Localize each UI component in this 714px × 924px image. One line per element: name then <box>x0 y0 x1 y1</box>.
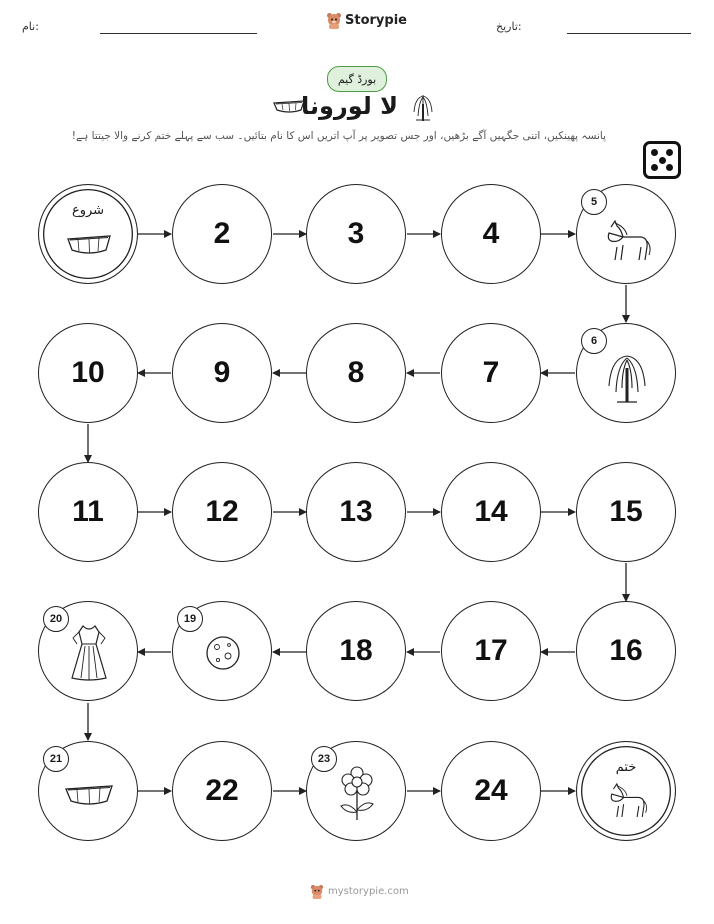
horse-icon <box>601 217 653 263</box>
board-space-13: 13 <box>306 462 406 562</box>
footer-url[interactable]: mystorypie.com <box>328 886 409 897</box>
date-label: تاریخ: <box>496 20 522 33</box>
boat-icon <box>63 778 115 810</box>
board-space-11: 11 <box>38 462 138 562</box>
space-number-badge: 23 <box>311 746 337 772</box>
board-space-16: 16 <box>576 601 676 701</box>
moon-icon <box>204 634 242 672</box>
board-space-5 <box>576 184 676 284</box>
willow-tree-icon <box>603 348 651 404</box>
board-space-15: 15 <box>576 462 676 562</box>
board-space-6 <box>576 323 676 423</box>
flower-icon <box>335 766 379 822</box>
start-label: شروع <box>71 203 105 218</box>
brand-name: Storypie <box>345 13 407 28</box>
board-space-7: 7 <box>441 323 541 423</box>
dress-icon <box>69 624 109 682</box>
board-space-8: 8 <box>306 323 406 423</box>
board-space-4: 4 <box>441 184 541 284</box>
board-space-20 <box>38 601 138 701</box>
space-number-badge: 20 <box>43 606 69 632</box>
space-number-badge: 19 <box>177 606 203 632</box>
board-space-9: 9 <box>172 323 272 423</box>
board-space-23 <box>306 741 406 841</box>
category-badge: بورڈ گیم <box>327 66 387 92</box>
board-space-17: 17 <box>441 601 541 701</box>
board-space-2: 2 <box>172 184 272 284</box>
board-space-14: 14 <box>441 462 541 562</box>
finish-label: ختم <box>615 760 637 775</box>
board-space-21 <box>38 741 138 841</box>
page-title: لا لورونا <box>300 92 398 120</box>
board-space-3: 3 <box>306 184 406 284</box>
space-number-badge: 21 <box>43 746 69 772</box>
board-space-12: 12 <box>172 462 272 562</box>
instructions-text: پانسہ پھینکیں، اتنی جگہیں آگے بڑھیں، اور جس تصویر پر آپ اتریں اس کا نام بتائیں۔ سب سے پہلے ختم کرنے والا جیتتا ہے! <box>71 130 606 142</box>
space-number-badge: 5 <box>581 189 607 215</box>
board-space-10: 10 <box>38 323 138 423</box>
finish-space <box>576 741 676 841</box>
board-space-18: 18 <box>306 601 406 701</box>
space-number-badge: 6 <box>581 328 607 354</box>
bear-mascot-icon <box>310 884 324 899</box>
board-space-19 <box>172 601 272 701</box>
boat-icon <box>65 229 113 259</box>
start-space <box>38 184 138 284</box>
name-label: نام: <box>22 20 39 33</box>
board-space-22: 22 <box>172 741 272 841</box>
horse-icon <box>605 780 649 820</box>
footer <box>310 884 409 899</box>
board-space-24: 24 <box>441 741 541 841</box>
